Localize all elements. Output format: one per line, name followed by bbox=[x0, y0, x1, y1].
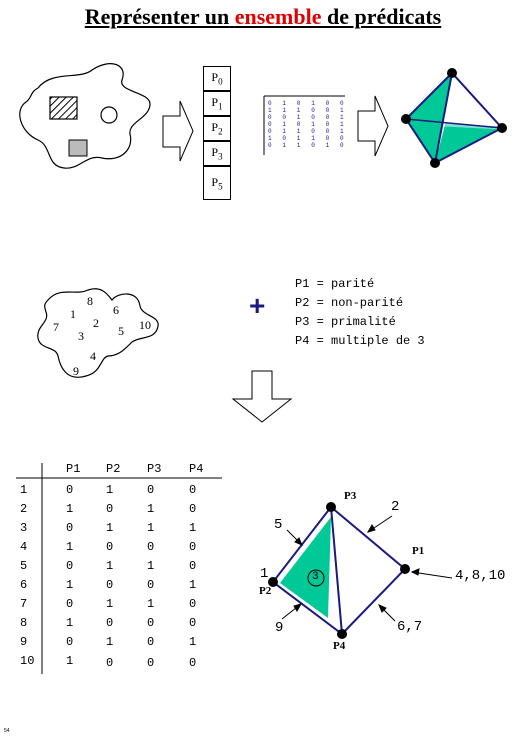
blob-number: 10 bbox=[139, 318, 151, 332]
table-cell: 1 bbox=[189, 635, 197, 649]
table-cell: 0 bbox=[66, 597, 74, 611]
table-cell: 0 bbox=[147, 578, 155, 592]
table-cell: 0 bbox=[189, 656, 197, 670]
table-cell: 1 bbox=[66, 540, 74, 554]
down-arrow bbox=[233, 371, 291, 422]
predicate-box-label: $P_2$ bbox=[211, 120, 223, 137]
label-edge-67: 6,7 bbox=[397, 619, 423, 635]
table-cell: 0 bbox=[66, 521, 74, 535]
blob-number: 7 bbox=[53, 320, 59, 334]
predicate-definition: P3 = primalité bbox=[295, 315, 396, 329]
predicate-box-p3 bbox=[203, 141, 231, 166]
predicate-subscript: 0 bbox=[218, 76, 223, 87]
table-cell: 1 bbox=[106, 559, 114, 573]
label-edge-5: 5 bbox=[274, 517, 283, 533]
table-cell: 0 bbox=[147, 540, 155, 554]
simplex-vertex-p3 bbox=[326, 502, 336, 512]
table-header-cell: P4 bbox=[189, 462, 204, 476]
blob-number: 6 bbox=[113, 303, 119, 317]
label-p1-elements: 4,8,10 bbox=[455, 568, 506, 584]
table-cell: 1 bbox=[66, 502, 74, 516]
table-row-index: 4 bbox=[20, 540, 28, 554]
blob-number: 5 bbox=[118, 324, 124, 338]
blob-number: 8 bbox=[87, 294, 93, 308]
predicate-box-label: $P_3$ bbox=[211, 145, 223, 162]
table-header-cell: P2 bbox=[106, 462, 121, 476]
table-cell: 0 bbox=[189, 559, 197, 573]
table-cell: 1 bbox=[147, 597, 155, 611]
table-cell: 1 bbox=[66, 654, 74, 668]
table-cell: 0 bbox=[147, 635, 155, 649]
right-arrow-2 bbox=[358, 96, 388, 156]
blob-number: 3 bbox=[78, 329, 84, 343]
right-arrow-1 bbox=[163, 101, 193, 161]
blob-number: 2 bbox=[93, 316, 99, 330]
table-row-index: 7 bbox=[20, 597, 28, 611]
table-cell: 0 bbox=[106, 616, 114, 630]
table-cell: 0 bbox=[66, 635, 74, 649]
pointer-4810-head bbox=[412, 569, 419, 575]
predicate-box-p5 bbox=[203, 166, 231, 200]
table-cell: 0 bbox=[66, 559, 74, 573]
table-cell: 0 bbox=[189, 483, 197, 497]
table-cell: 1 bbox=[147, 502, 155, 516]
table-cell: 0 bbox=[106, 578, 114, 592]
table-row-index: 1 bbox=[20, 483, 28, 497]
table-cell: 1 bbox=[106, 483, 114, 497]
blob-number: 1 bbox=[70, 307, 76, 321]
table-cell: 0 bbox=[147, 656, 155, 670]
table-cell: 0 bbox=[66, 483, 74, 497]
predicate-box-label: $P_1$ bbox=[211, 95, 223, 112]
table-cell: 1 bbox=[66, 616, 74, 630]
table-row-index: 3 bbox=[20, 521, 28, 535]
predicate-box-p2 bbox=[203, 116, 231, 141]
predicate-box-p0 bbox=[203, 66, 231, 91]
table-cell: 1 bbox=[189, 521, 197, 535]
table-cell: 1 bbox=[189, 578, 197, 592]
circle-shape bbox=[101, 107, 117, 123]
simplex-face bbox=[280, 517, 331, 618]
matrix-row: 1 0 1 1 0 0 bbox=[268, 135, 348, 142]
matrix-row: 0 1 1 0 0 1 bbox=[268, 128, 348, 135]
table-cell: 0 bbox=[189, 502, 197, 516]
label-edge-9: 9 bbox=[275, 620, 284, 636]
label-p3: P3 bbox=[344, 490, 357, 502]
predicate-definition: P2 = non-parité bbox=[295, 296, 404, 310]
tetra-vertex-left bbox=[401, 114, 411, 124]
label-edge-2: 2 bbox=[391, 499, 400, 515]
title-after: de prédicats bbox=[326, 4, 442, 29]
table-cell: 0 bbox=[189, 616, 197, 630]
label-p1: P1 bbox=[412, 545, 425, 557]
pointer-2-head bbox=[368, 525, 375, 532]
table-header-cell: P3 bbox=[147, 462, 162, 476]
label-face-3: 3 bbox=[312, 571, 319, 583]
table-cell: 0 bbox=[189, 540, 197, 554]
tetra-vertex-bottom bbox=[430, 158, 440, 168]
table-cell: 0 bbox=[147, 616, 155, 630]
label-p4: P4 bbox=[333, 640, 346, 652]
predicate-definition: P1 = parité bbox=[295, 277, 375, 291]
table-header-cell: P1 bbox=[66, 462, 81, 476]
table-cell: 0 bbox=[106, 540, 114, 554]
simplex-edge-p3-p4 bbox=[331, 507, 342, 634]
predicate-subscript: 5 bbox=[218, 181, 223, 192]
plus-sign: + bbox=[249, 290, 266, 321]
predicate-definition: P4 = multiple de 3 bbox=[295, 334, 425, 348]
pointer-9-head bbox=[294, 604, 301, 611]
simplex-vertex-p1 bbox=[400, 564, 410, 574]
title-before: Représenter un bbox=[84, 4, 230, 29]
table-cell: 1 bbox=[106, 597, 114, 611]
table-cell: 1 bbox=[106, 521, 114, 535]
matrix-row: 0 1 0 1 0 1 bbox=[268, 121, 348, 128]
table-cell: 1 bbox=[106, 635, 114, 649]
grey-square bbox=[69, 140, 87, 156]
table-row-index: 9 bbox=[20, 635, 28, 649]
table-row-index: 8 bbox=[20, 616, 28, 630]
table-cell: 1 bbox=[147, 559, 155, 573]
label-vertex-1: 1 bbox=[260, 566, 269, 582]
table-cell: 0 bbox=[106, 502, 114, 516]
simplex-vertex-p4 bbox=[337, 629, 347, 639]
tetra-vertex-right bbox=[497, 123, 507, 133]
predicate-box-label: $P_5$ bbox=[211, 174, 223, 192]
table-cell: 1 bbox=[147, 521, 155, 535]
predicate-subscript: 3 bbox=[218, 151, 223, 162]
table-row-index: 10 bbox=[20, 654, 35, 668]
matrix-row: 0 0 1 0 0 1 bbox=[268, 114, 348, 121]
predicate-box-p1 bbox=[203, 91, 231, 116]
table-cell: 0 bbox=[106, 656, 114, 670]
page-number: 54 bbox=[4, 728, 10, 734]
blob-number: 4 bbox=[90, 349, 96, 363]
predicate-subscript: 1 bbox=[218, 101, 223, 112]
label-p2: P2 bbox=[259, 585, 272, 597]
hatched-square bbox=[50, 97, 77, 119]
matrix-row: 1 1 1 0 0 1 bbox=[268, 107, 348, 114]
table-cell: 1 bbox=[66, 578, 74, 592]
matrix-row: 0 1 0 1 0 0 bbox=[268, 100, 348, 107]
table-row-index: 6 bbox=[20, 578, 28, 592]
tetra-vertex-top bbox=[447, 68, 457, 78]
table-row-index: 2 bbox=[20, 502, 28, 516]
table-cell: 0 bbox=[147, 483, 155, 497]
blob-number: 9 bbox=[73, 364, 79, 378]
title-accent: ensemble bbox=[234, 4, 322, 29]
predicate-subscript: 2 bbox=[218, 126, 223, 137]
predicate-box-label: $P_0$ bbox=[211, 70, 223, 87]
matrix-row: 0 1 1 0 1 0 bbox=[268, 142, 348, 149]
table-cell: 0 bbox=[189, 597, 197, 611]
table-row-index: 5 bbox=[20, 559, 28, 573]
